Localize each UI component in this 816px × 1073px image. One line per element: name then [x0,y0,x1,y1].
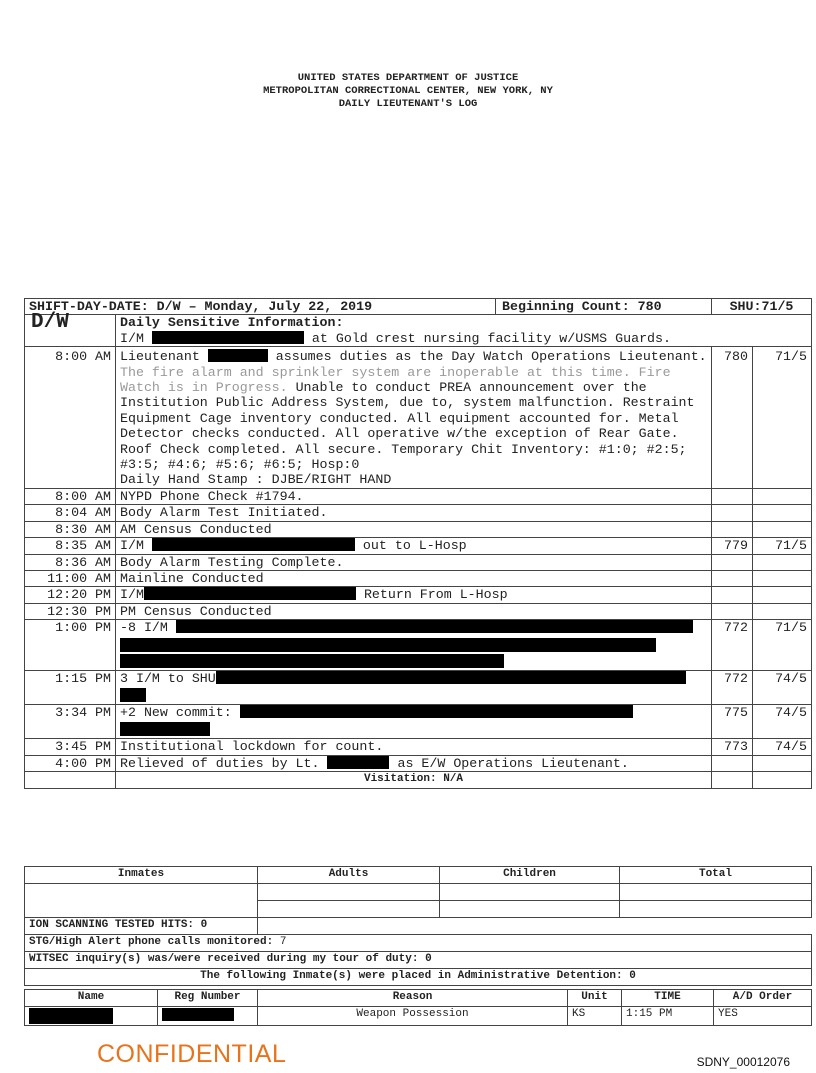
sensitive-prefix: I/M [120,330,144,346]
entry-time: 11:00 AM [25,570,116,586]
detention-row [25,1007,812,1026]
log-entry [25,755,812,771]
stg-value: 7 [279,936,287,948]
ion-row [25,918,812,935]
log-entry [25,521,812,537]
entry-count: 775 [712,704,753,738]
redaction [29,1008,113,1024]
col-adults: Adults [258,867,440,884]
redaction [162,1008,234,1021]
log-entry [25,587,812,603]
entry-shu: 74/5 [753,670,812,704]
witsec-inquiry: WITSEC inquiry(s) was/were received during my tour of duty: 0 [25,952,812,969]
col-inmates: Inmates [25,867,258,884]
col-children: Children [440,867,620,884]
header-agency: UNITED STATES DEPARTMENT OF JUSTICE [297,72,519,84]
log-entry [25,505,812,521]
entry-shu: 74/5 [753,739,812,755]
entry-time: 8:04 AM [25,505,116,521]
log-entry [25,603,812,619]
log-entry [25,488,812,504]
entry-time: 12:20 PM [25,587,116,603]
row-time: 1:15 PM [622,1007,714,1026]
col-reg-number: Reg Number [158,990,258,1007]
entry-time: 8:00 AM [25,488,116,504]
entry-time: 4:00 PM [25,755,116,771]
entry-shu: 74/5 [753,704,812,738]
document-header [0,72,816,111]
col-name: Name [25,990,158,1007]
entry-time: 8:30 AM [25,521,116,537]
bates-number: SDNY_00012076 [696,1055,790,1069]
redaction [120,654,504,668]
col-time: TIME [622,990,714,1007]
entry-time: 3:45 PM [25,739,116,755]
visitation-header [25,867,812,884]
entry-text: I/M out to L-Hosp [116,538,712,554]
entry-time: 8:36 AM [25,554,116,570]
stg-label: STG/High Alert phone calls monitored: [29,936,274,948]
entry-shu: 71/5 [753,538,812,554]
row-unit: KS [568,1007,622,1026]
visitation-blank-row [25,901,812,918]
sensitive-title: Daily Sensitive Information: [120,315,344,331]
col-ad-order: A/D Order [714,990,812,1007]
header-facility: METROPOLITAN CORRECTIONAL CENTER, NEW YORK, NY [263,85,553,97]
col-unit: Unit [568,990,622,1007]
redaction [120,638,656,652]
shift-code: D/W [25,315,116,347]
shift-day-date: SHIFT-DAY-DATE: D/W – Monday, July 22, 2019 [29,299,373,314]
hand-stamp: Daily Hand Stamp : DJBE/RIGHT HAND [120,472,392,488]
entry-text: NYPD Phone Check #1794. [116,488,712,504]
entry-time: 12:30 PM [25,603,116,619]
entry-text: Body Alarm Test Initiated. [116,505,712,521]
entry-text: Institutional lockdown for count. [116,739,712,755]
entry-text: Mainline Conducted [116,570,712,586]
row-ad-order: YES [714,1007,812,1026]
entry-text: +2 New commit: [116,704,712,738]
visitation-title: Visitation: N/A [116,772,712,788]
admin-detention-row [25,969,812,986]
redaction [152,331,304,344]
row-reason: Weapon Possession [258,1007,568,1026]
ion-scanning: ION SCANNING TESTED HITS: 0 [25,918,258,935]
entry-shu: 71/5 [753,347,812,489]
entry-count: 773 [712,739,753,755]
entry-time: 8:35 AM [25,538,116,554]
redaction [144,587,356,600]
detention-header [25,990,812,1007]
log-entry [25,538,812,554]
stg-row [25,935,812,952]
log-entry [25,347,812,489]
confidential-stamp: CONFIDENTIAL [97,1040,287,1068]
redaction [240,705,633,718]
visitation-table [24,866,812,986]
witsec-row [25,952,812,969]
log-entry [25,704,812,738]
entry-text: I/M Return From L-Hosp [116,587,712,603]
redaction [120,688,146,702]
entry-text: Lieutenant assumes duties as the Day Watch Operations Lieutenant. The fire alarm and sprinkler system are inoperable at this time. Fire Watch is in Progress. Unable to conduct PREA announcement over the Institution Public Address System, due to, system malfunction. Restraint Equipment Cage inventory conducted. All equipment accounted for. Metal Detector checks conducted. All operative w/the exception of Rear Gate. Roof Check completed. All secure. Temporary Chit Inventory: #1:0; #2:5; #3:5; #4:6; #5:6; #6:5; Hosp:0 Daily Hand Stamp : DJBE/RIGHT HAND [116,347,712,489]
col-total: Total [620,867,812,884]
redaction [120,722,210,736]
entry-time: 3:34 PM [25,704,116,738]
shu-count: SHU:71/5 [712,299,812,315]
redaction [208,349,268,362]
entry-text: 3 I/M to SHU [116,670,712,704]
entry-count: 779 [712,538,753,554]
beginning-count: Beginning Count: 780 [495,299,662,314]
entry-shu: 71/5 [753,620,812,670]
log-entry [25,620,812,670]
col-reason: Reason [258,990,568,1007]
entry-time: 1:15 PM [25,670,116,704]
log-entry [25,739,812,755]
redaction [327,756,389,769]
log-entry [25,554,812,570]
entry-time: 1:00 PM [25,620,116,670]
header-log-title: DAILY LIEUTENANT'S LOG [338,98,478,110]
fire-watch-note: The fire alarm and sprinkler system are inoperable at this time. Fire Watch is in Progress. [120,364,671,396]
entry-text: AM Census Conducted [116,521,712,537]
entry-text: Body Alarm Testing Complete. [116,554,712,570]
entry-text: Relieved of duties by Lt. as E/W Operations Lieutenant. [116,755,712,771]
log-table [24,298,812,789]
redaction [216,671,686,684]
log-entry [25,570,812,586]
entry-text: PM Census Conducted [116,603,712,619]
detention-table [24,989,812,1026]
admin-detention-title: The following Inmate(s) were placed in Administrative Detention: 0 [25,969,812,986]
log-entry [25,670,812,704]
sensitive-row [25,315,812,347]
entry-text: -8 I/M [116,620,712,670]
entry-count: 772 [712,620,753,670]
redaction [152,538,355,551]
entry-count: 780 [712,347,753,489]
visitation-row [25,772,812,788]
entry-time: 8:00 AM [25,347,116,489]
summary-row [25,299,812,315]
sensitive-suffix: at Gold crest nursing facility w/USMS Guards. [311,330,671,346]
redaction [176,620,693,633]
entry-count: 772 [712,670,753,704]
